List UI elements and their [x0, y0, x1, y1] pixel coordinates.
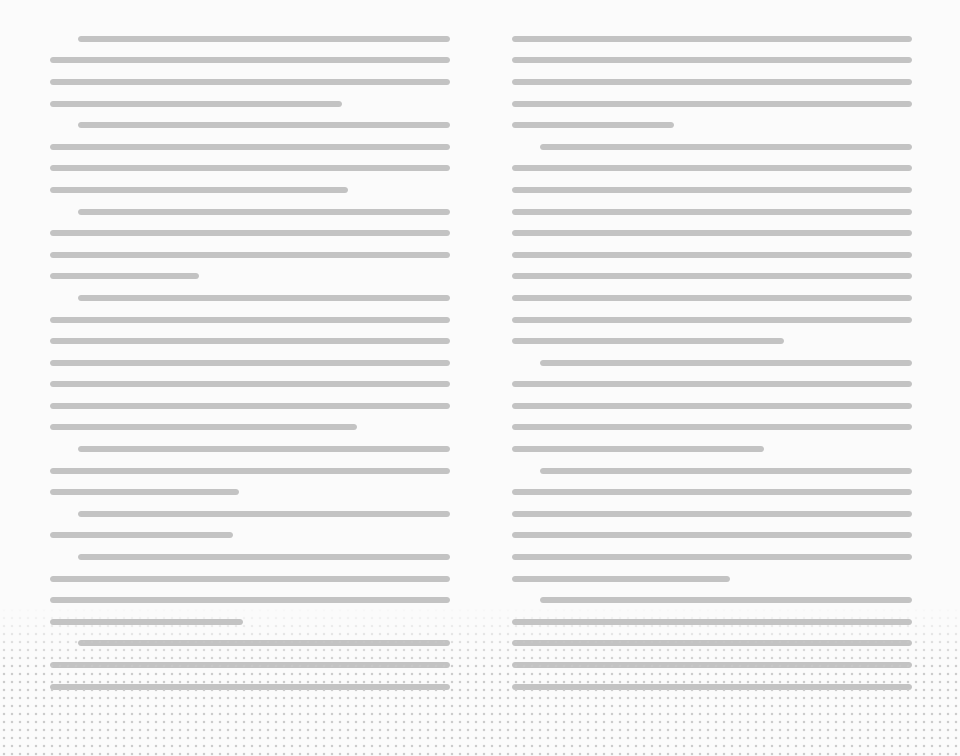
text-line [512, 158, 912, 180]
text-line [50, 546, 450, 568]
text-line [50, 395, 450, 417]
text-line [512, 93, 912, 115]
text-line [50, 244, 450, 266]
text-line [50, 136, 450, 158]
text-line [50, 374, 450, 396]
text-line [512, 481, 912, 503]
text-line [50, 179, 450, 201]
text-line [512, 50, 912, 72]
text-line [512, 417, 912, 439]
text-line [512, 71, 912, 93]
text-line [50, 352, 450, 374]
text-line [50, 503, 450, 525]
text-line [512, 374, 912, 396]
text-line [512, 395, 912, 417]
text-line [512, 28, 912, 50]
text-line [50, 50, 450, 72]
text-line [512, 266, 912, 288]
text-line [50, 158, 450, 180]
text-line [512, 460, 912, 482]
text-line [512, 136, 912, 158]
text-line [50, 266, 450, 288]
text-line [512, 179, 912, 201]
text-line [50, 438, 450, 460]
text-line [50, 28, 450, 50]
text-line [512, 244, 912, 266]
text-line [50, 93, 450, 115]
text-line [512, 546, 912, 568]
text-line [512, 201, 912, 223]
text-line [50, 330, 450, 352]
text-line [512, 114, 912, 136]
text-line [50, 287, 450, 309]
text-line [50, 417, 450, 439]
halftone-overlay [0, 606, 960, 756]
text-line [50, 568, 450, 590]
text-line [512, 438, 912, 460]
text-line [512, 568, 912, 590]
text-line [50, 481, 450, 503]
text-line [50, 309, 450, 331]
text-line [512, 222, 912, 244]
text-line [50, 460, 450, 482]
text-line [50, 201, 450, 223]
text-line [512, 525, 912, 547]
text-line [512, 287, 912, 309]
text-line [512, 309, 912, 331]
text-line [50, 71, 450, 93]
text-line [50, 222, 450, 244]
text-line [512, 503, 912, 525]
text-line [512, 330, 912, 352]
text-line [512, 352, 912, 374]
text-line [50, 114, 450, 136]
text-line [50, 525, 450, 547]
